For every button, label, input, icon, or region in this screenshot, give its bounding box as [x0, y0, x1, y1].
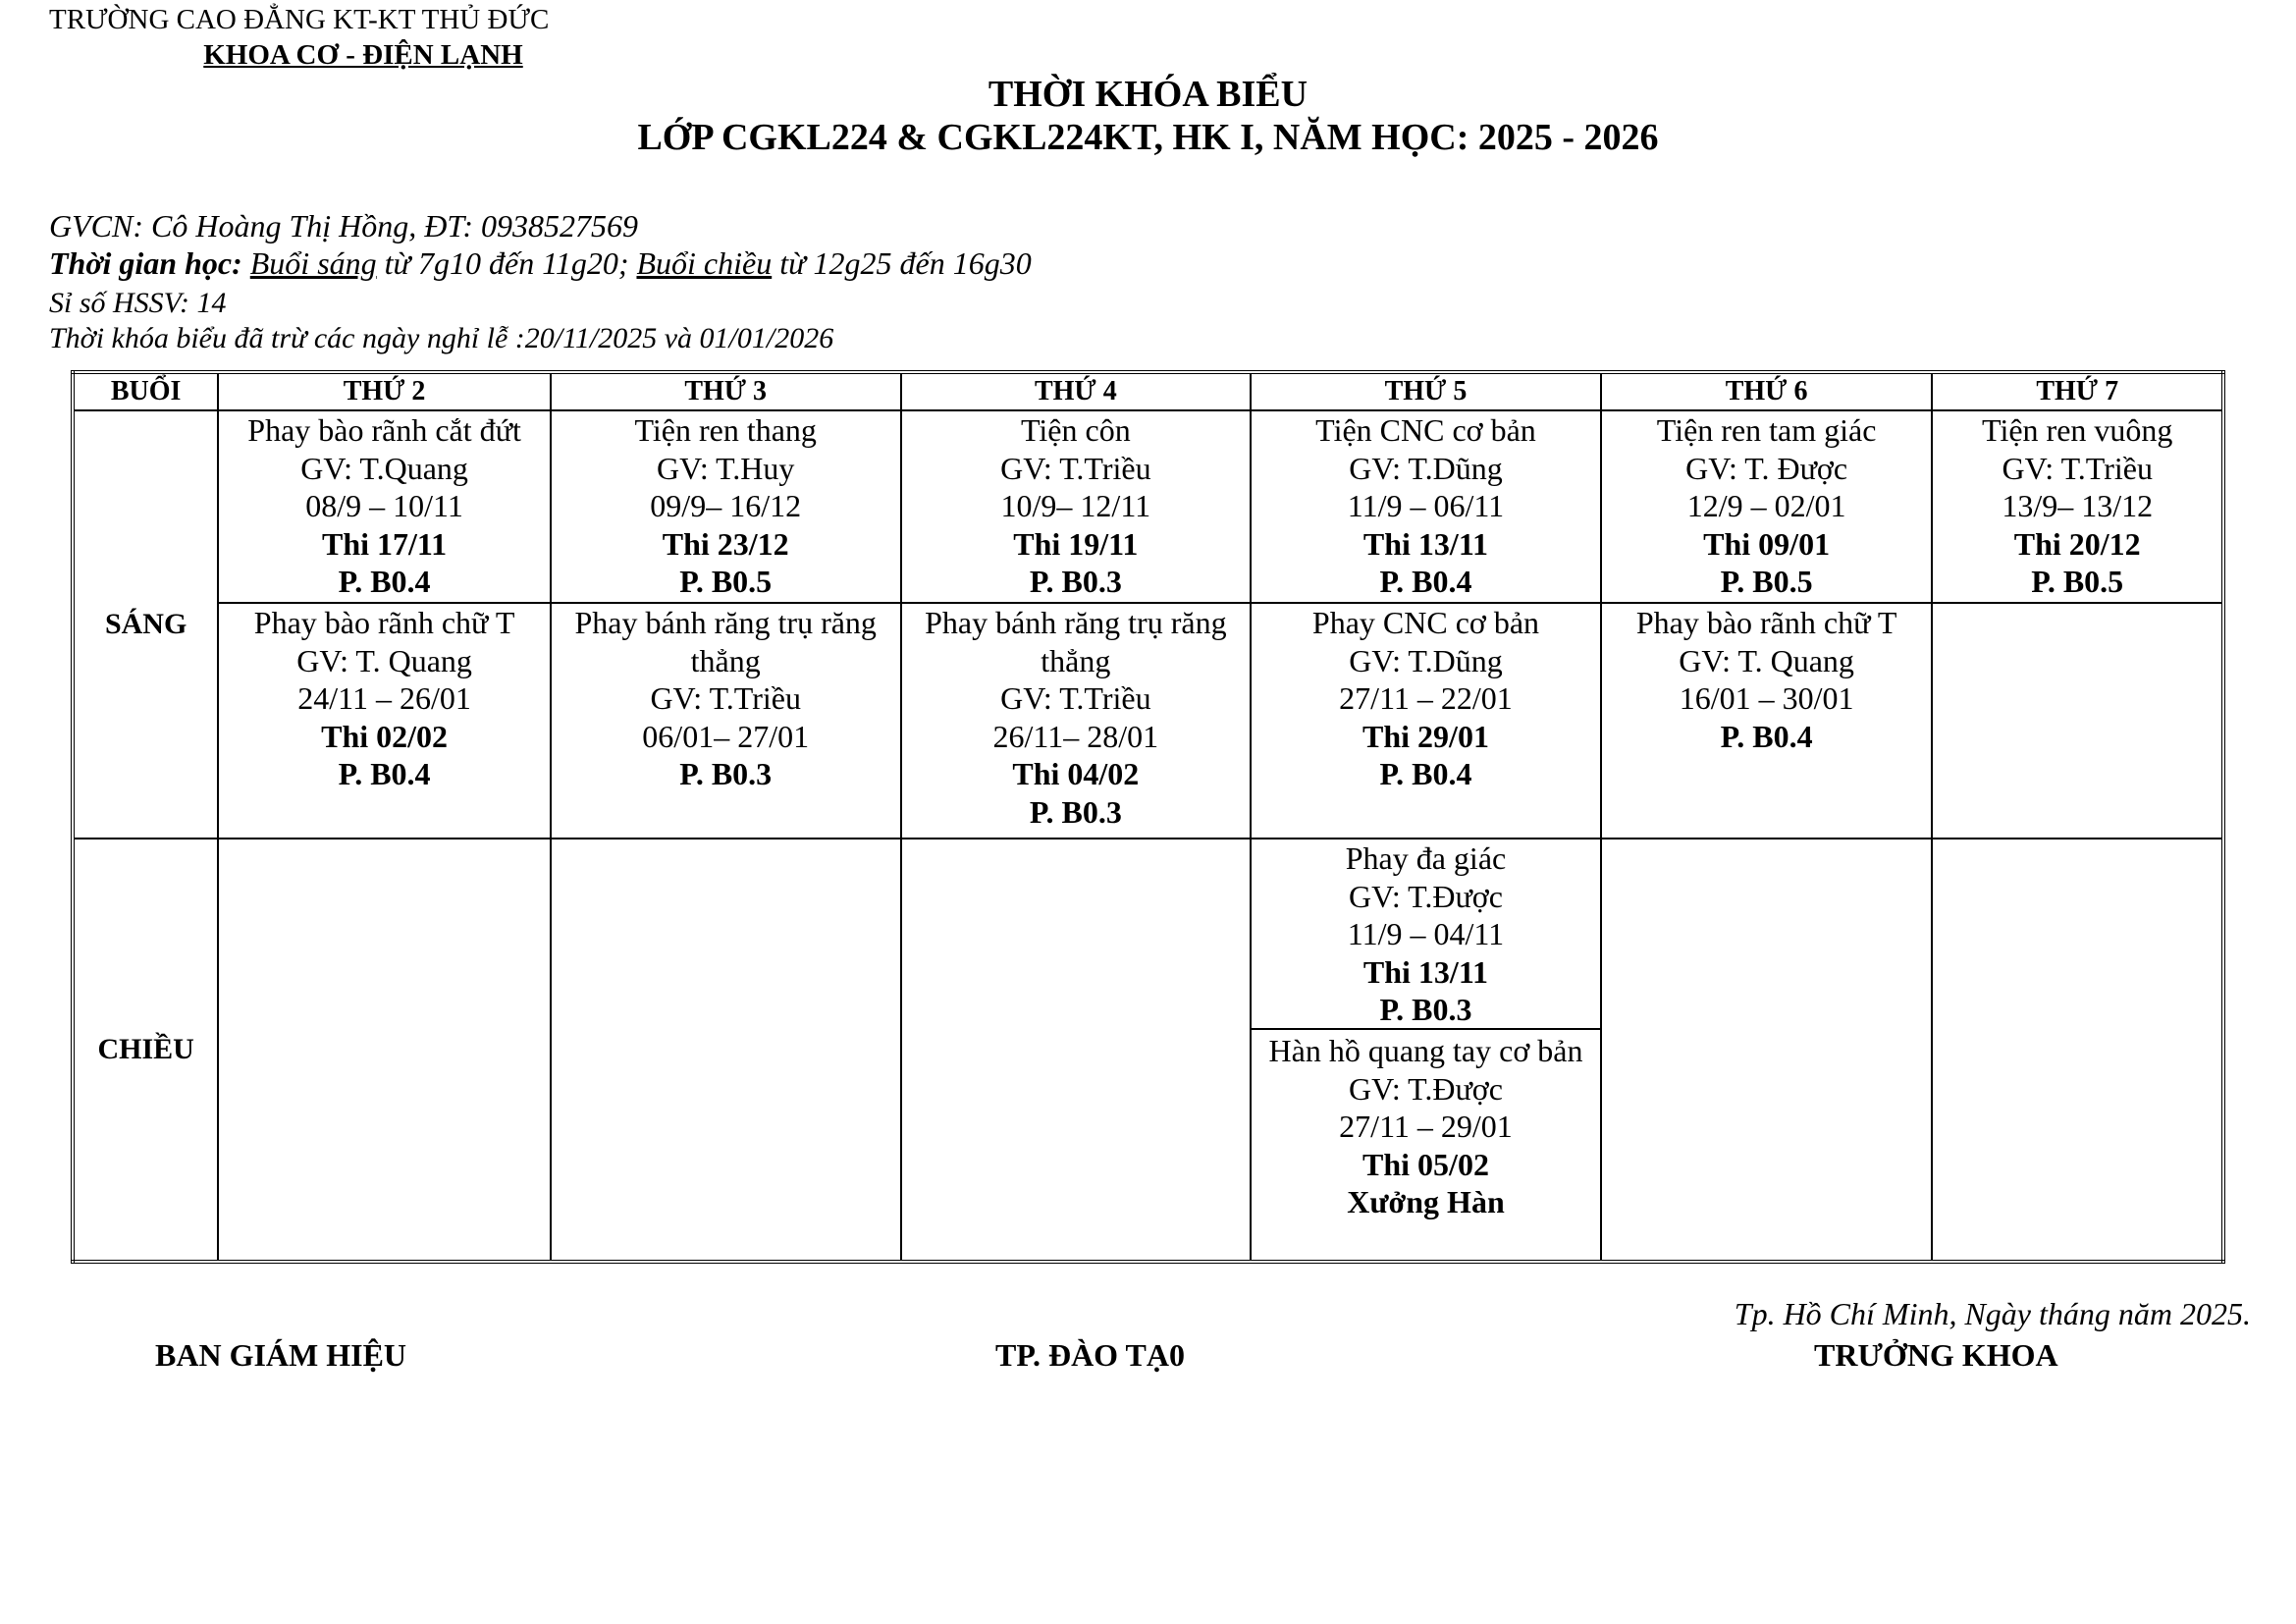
- class-cell: [218, 410, 551, 603]
- course-name: Tiện côn: [1020, 412, 1131, 448]
- exam-date: Thi 04/02: [1012, 756, 1140, 791]
- homeroom-teacher: GVCN: Cô Hoàng Thị Hồng, ĐT: 0938527569: [49, 208, 639, 244]
- session-afternoon: CHIỀU: [73, 839, 218, 1262]
- date-range: 12/9 – 02/01: [1686, 488, 1846, 523]
- morning-label: Buổi sáng: [249, 245, 377, 281]
- date-range: 24/11 – 26/01: [297, 680, 471, 716]
- empty-cell: [218, 839, 551, 1262]
- teacher: GV: T.Được: [1349, 1070, 1503, 1107]
- room: P. B0.4: [1720, 718, 1813, 754]
- teacher: GV: T.Triều: [650, 680, 801, 716]
- course-name: Phay bánh răng trụ răng thẳng: [574, 605, 877, 678]
- room: P. B0.4: [338, 564, 431, 599]
- room: P. B0.4: [1379, 756, 1472, 791]
- study-hours-label: Thời gian học:: [49, 245, 242, 281]
- teacher: GV: T.Huy: [656, 450, 795, 486]
- teacher: GV: T.Triều: [1000, 680, 1151, 716]
- course-name: Phay CNC cơ bản: [1311, 605, 1540, 640]
- empty-cell: [551, 839, 901, 1262]
- room: P. B0.4: [338, 756, 431, 791]
- teacher: GV: T.Được: [1349, 878, 1503, 914]
- class-cell-stack: [1251, 839, 1601, 1262]
- signature-faculty-head: TRƯỞNG KHOA: [1814, 1337, 2058, 1373]
- header-thu-6: THỨ 6: [1601, 372, 1933, 410]
- header-thu-3: THỨ 3: [551, 372, 901, 410]
- class-cell: [901, 603, 1252, 839]
- empty-cell: [901, 839, 1252, 1262]
- table-row: [73, 603, 2223, 839]
- date-range: 11/9 – 06/11: [1347, 488, 1505, 523]
- class-cell: [551, 410, 901, 603]
- afternoon-label: Buổi chiều: [636, 245, 773, 281]
- table-row: [73, 839, 2223, 1262]
- exam-date: Thi 23/12: [662, 525, 789, 562]
- date-range: 27/11 – 29/01: [1339, 1109, 1513, 1144]
- course-name: Phay bào rãnh cắt đứt: [247, 412, 521, 448]
- date-range: 10/9– 12/11: [1000, 488, 1151, 523]
- room: P. B0.3: [1029, 564, 1122, 599]
- room: P. B0.5: [1720, 564, 1813, 599]
- teacher: GV: T. Được: [1685, 450, 1848, 486]
- exam-date: Thi 05/02: [1362, 1146, 1489, 1182]
- teacher: GV: T.Dũng: [1349, 450, 1503, 486]
- room: P. B0.3: [1379, 992, 1472, 1027]
- course-name: Phay bánh răng trụ răng thẳng: [925, 605, 1227, 678]
- course-name: Tiện ren vuông: [1982, 412, 2173, 448]
- empty-cell: [1932, 839, 2223, 1262]
- table-row: [73, 410, 2223, 603]
- teacher: GV: T.Triều: [2002, 450, 2153, 486]
- exam-date: Thi 17/11: [321, 525, 448, 562]
- exam-date: Thi 09/01: [1703, 525, 1831, 562]
- teacher: GV: T.Triều: [1000, 450, 1151, 486]
- empty-cell: [1601, 839, 1933, 1262]
- header-session: BUỔI: [73, 372, 218, 410]
- timetable: [71, 370, 2225, 1264]
- course-name: Phay đa giác: [1345, 840, 1507, 876]
- room: P. B0.4: [1379, 564, 1472, 599]
- class-cell: [218, 603, 551, 839]
- date-range: 06/01– 27/01: [642, 718, 810, 754]
- room: P. B0.3: [679, 756, 773, 791]
- session-morning: SÁNG: [73, 410, 218, 839]
- exam-date: Thi 29/01: [1362, 718, 1489, 754]
- course-name: Phay bào rãnh chữ T: [253, 605, 515, 640]
- class-size: Sỉ số HSSV: 14: [49, 287, 227, 319]
- morning-time: từ 7g10 đến 11g20;: [376, 245, 637, 281]
- date-range: 09/9– 16/12: [650, 488, 802, 523]
- class-cell: [1251, 603, 1601, 839]
- course-name: Phay bào rãnh chữ T: [1635, 605, 1897, 640]
- teacher: GV: T.Dũng: [1349, 642, 1503, 678]
- class-block: [1252, 839, 1600, 1028]
- afternoon-time: từ 12g25 đến 16g30: [772, 245, 1032, 281]
- department-name: KHOA CƠ - ĐIỆN LẠNH: [203, 39, 523, 71]
- empty-cell: [1932, 603, 2223, 839]
- timetable-header-row: [73, 372, 2223, 410]
- course-name: Tiện CNC cơ bản: [1315, 412, 1536, 448]
- course-name: Tiện ren thang: [634, 412, 817, 448]
- class-cell: [1601, 410, 1933, 603]
- date-range: 26/11– 28/01: [992, 718, 1159, 754]
- place-date: Tp. Hồ Chí Minh, Ngày tháng năm 2025.: [1734, 1296, 2251, 1331]
- teacher: GV: T. Quang: [1679, 642, 1854, 678]
- room: P. B0.5: [2031, 564, 2124, 599]
- date-range: 16/01 – 30/01: [1679, 680, 1854, 716]
- exam-date: Thi 13/11: [1362, 953, 1489, 990]
- exam-date: Thi 02/02: [321, 718, 449, 754]
- room: P. B0.3: [1029, 793, 1122, 830]
- class-block: [1252, 1028, 1600, 1221]
- page-subtitle: LỚP CGKL224 & CGKL224KT, HK I, NĂM HỌC: 2025 - 2026: [637, 117, 1659, 158]
- signature-training-head: TP. ĐÀO TẠ0: [995, 1337, 1185, 1373]
- teacher: GV: T. Quang: [296, 642, 472, 678]
- header-thu-7: THỨ 7: [1932, 372, 2223, 410]
- class-cell: [901, 410, 1252, 603]
- class-cell: [1251, 410, 1601, 603]
- date-range: 13/9– 13/12: [2002, 488, 2154, 523]
- signature-board-of-directors: BAN GIÁM HIỆU: [155, 1337, 407, 1373]
- exam-date: Thi 13/11: [1362, 525, 1489, 562]
- exam-date: Thi 20/12: [2013, 525, 2141, 562]
- date-range: 27/11 – 22/01: [1339, 680, 1513, 716]
- holiday-note: Thời khóa biểu đã trừ các ngày nghỉ lễ :20/11/2025 và 01/01/2026: [49, 322, 834, 354]
- class-cell: [1932, 410, 2223, 603]
- exam-date: Thi 19/11: [1013, 525, 1139, 562]
- school-name: TRƯỜNG CAO ĐẲNG KT-KT THỦ ĐỨC: [49, 4, 550, 35]
- room: P. B0.5: [679, 564, 773, 599]
- course-name: Tiện ren tam giác: [1656, 412, 1877, 448]
- course-name: Hàn hồ quang tay cơ bản: [1268, 1033, 1583, 1068]
- study-hours: [49, 245, 1032, 282]
- class-cell: [551, 603, 901, 839]
- date-range: 08/9 – 10/11: [305, 488, 463, 523]
- date-range: 11/9 – 04/11: [1347, 916, 1505, 951]
- class-cell: [1601, 603, 1933, 839]
- teacher: GV: T.Quang: [300, 450, 468, 486]
- page-title: THỜI KHÓA BIỂU: [988, 74, 1308, 115]
- header-thu-4: THỨ 4: [901, 372, 1252, 410]
- header-thu-5: THỨ 5: [1251, 372, 1601, 410]
- room: Xưởng Hàn: [1347, 1184, 1505, 1219]
- header-thu-2: THỨ 2: [218, 372, 551, 410]
